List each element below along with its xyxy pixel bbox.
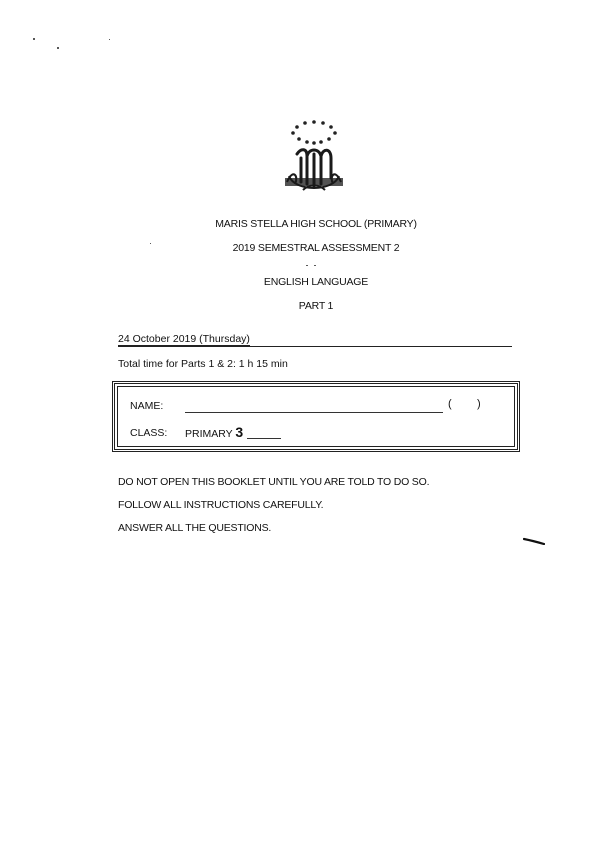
exam-date: 24 October 2019 (Thursday) [118, 333, 250, 345]
instruction-line: ANSWER ALL THE QUESTIONS. [118, 522, 272, 534]
assessment-title: 2019 SEMESTRAL ASSESSMENT 2 [232, 242, 400, 254]
subject-title: ENGLISH LANGUAGE [263, 276, 369, 288]
class-prefix: PRIMARY [185, 428, 233, 440]
school-name: MARIS STELLA HIGH SCHOOL (PRIMARY) [215, 218, 417, 230]
class-field[interactable] [247, 438, 281, 439]
scan-speck [109, 39, 110, 40]
class-level: 3 [235, 424, 244, 440]
exam-date-row [118, 333, 512, 347]
instruction-line: DO NOT OPEN THIS BOOKLET UNTIL YOU ARE TOLD TO DO SO. [118, 476, 430, 488]
scan-speck [33, 38, 35, 40]
name-field[interactable] [185, 412, 443, 413]
scan-speck [306, 265, 308, 266]
student-details-box [112, 381, 520, 452]
student-details-inner-border [117, 386, 515, 447]
exam-duration: Total time for Parts 1 & 2: 1 h 15 min [118, 358, 288, 370]
scan-speck [57, 47, 59, 49]
register-number-paren-open: ( [448, 398, 452, 410]
school-crest-icon [277, 118, 351, 198]
scan-speck [314, 265, 316, 266]
instruction-line: FOLLOW ALL INSTRUCTIONS CAREFULLY. [118, 499, 324, 511]
register-number-paren-close: ) [477, 398, 481, 410]
class-label: CLASS: [130, 427, 168, 439]
part-title: PART 1 [298, 300, 334, 312]
pen-mark [523, 537, 545, 545]
class-value [185, 424, 243, 440]
name-label: NAME: [130, 400, 164, 412]
